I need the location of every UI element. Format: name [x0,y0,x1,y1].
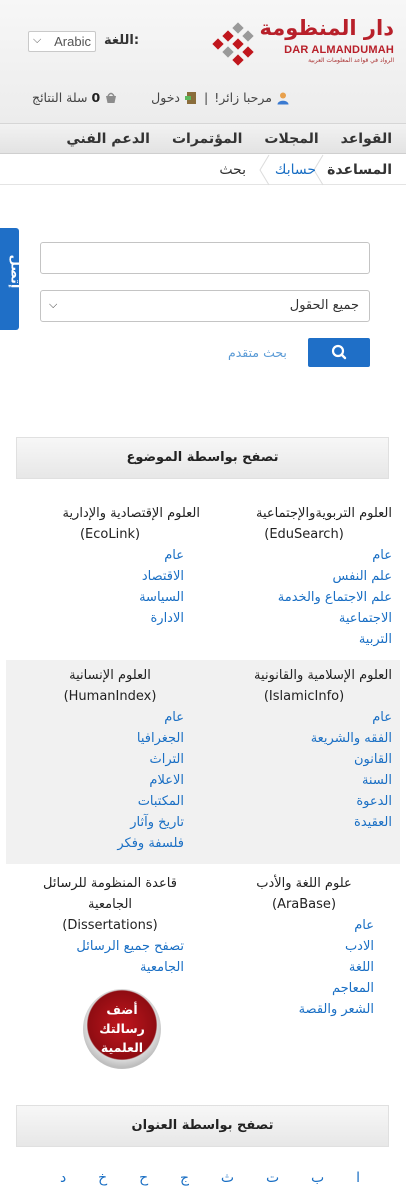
category-islamicinfo [216,665,392,833]
category-link[interactable]: التربية [358,632,392,647]
category-edusearch [216,503,392,650]
category-link[interactable]: تاريخ وآثار [130,815,184,830]
letter-link[interactable]: ب [311,1170,325,1186]
badge-line: رسالتك [99,1021,145,1036]
language-label: اللغة: [104,33,140,48]
letter-link[interactable]: خ [98,1170,108,1186]
language-select-value: Arabic [54,34,91,49]
search-field-select-value: جميع الحقول [289,298,359,313]
site-logo[interactable] [212,16,394,66]
nav-item-journals[interactable]: المجلات [264,130,319,147]
letter-link[interactable]: ث [220,1170,235,1186]
category-link[interactable]: تصفح جميع الرسائل [76,939,184,954]
site-header [0,0,406,124]
letter-link[interactable]: ج [180,1170,190,1186]
category-link[interactable]: الاجتماعية [338,611,392,626]
badge-line: أضف [106,1002,138,1017]
breadcrumb-help[interactable]: المساعدة [327,162,392,178]
category-title: العلوم التربويةوالإجتماعية [255,506,392,521]
category-link[interactable]: السنة [361,773,392,788]
logo-tagline: الرواد في قواعد المعلومات العربية [308,57,394,64]
search-input[interactable] [40,242,370,274]
nav-item-databases[interactable]: القواعد [340,130,392,147]
category-link[interactable]: فلسفة وفكر [117,836,184,851]
category-code: (IslamicInfo) [263,689,345,704]
user-icon [276,91,290,105]
category-link[interactable]: الدعوة [356,794,392,809]
category-link[interactable]: المعاجم [331,981,374,996]
category-title: العلوم الإسلامية والقانونية [254,668,392,683]
category-link[interactable]: عام [164,710,184,725]
category-title: العلوم الإنسانية [69,668,151,683]
user-bar [151,90,290,105]
category-link[interactable]: اللغة [348,960,374,975]
alphabet-index [60,1170,360,1186]
chevron-down-icon: ⌵ [33,34,42,46]
letter-link[interactable]: ا [356,1170,360,1186]
chevron-down-icon: ⌵ [49,298,58,311]
login-icon [184,91,198,105]
nav-item-conferences[interactable]: المؤتمرات [171,130,243,147]
cart-count: 0 [91,90,101,105]
contact-side-tab[interactable] [0,228,23,330]
add-your-thesis-badge[interactable] [83,989,161,1069]
category-row [6,868,400,1098]
category-link[interactable]: الاعلام [149,773,184,788]
category-arabase [216,873,392,1020]
category-code: (Dissertations) [62,918,158,933]
category-link[interactable]: العقيدة [354,815,392,830]
category-link[interactable]: المكتبات [137,794,184,809]
breadcrumb-search: بحث [219,162,246,178]
contact-side-tab-label: إتصل [7,254,23,289]
category-title: علوم اللغة والأدب [256,876,352,891]
category-code: (EduSearch) [264,527,344,542]
category-link[interactable]: الادب [344,939,374,954]
category-link[interactable]: الاقتصاد [141,569,184,584]
category-humanindex [20,665,200,854]
category-link[interactable]: الشعر والقصة [298,1002,374,1017]
category-title: قاعدة المنظومة للرسائل [43,876,177,891]
welcome-text: مرحبا زائر! [214,90,272,105]
category-link[interactable]: علم الاجتماع والخدمة [277,590,392,605]
breadcrumb [0,155,406,185]
category-link[interactable]: السياسة [139,590,184,605]
category-link[interactable]: الفقه والشريعة [310,731,392,746]
login-link[interactable]: دخول [151,90,180,105]
category-link[interactable]: التراث [149,752,184,767]
category-link[interactable]: الجغرافيا [136,731,184,746]
search-field-select[interactable] [40,290,370,322]
cart-bar[interactable] [32,90,118,105]
search-button[interactable] [308,338,370,367]
category-link[interactable]: علم النفس [332,569,392,584]
category-title: العلوم الإقتصادية والإدارية [62,506,200,521]
category-title: الجامعية [87,897,133,912]
logo-english-text: DAR ALMANDUMAH [284,44,394,56]
category-code: (EcoLink) [79,527,141,542]
badge-line: العلمية [100,1040,144,1055]
logo-arabic-text: دار المنظومة [259,16,394,40]
category-code: (AraBase) [271,897,337,912]
search-icon [308,338,370,367]
browse-by-title-header: تصفح بواسطة العنوان [16,1105,389,1147]
category-code: (HumanIndex) [63,689,157,704]
category-link[interactable]: عام [354,918,374,933]
cart-icon [104,91,118,105]
category-link[interactable]: القانون [354,752,392,767]
category-row [6,500,400,656]
breadcrumb-account[interactable]: حسابك [274,162,316,178]
breadcrumb-separator-icon [258,155,270,185]
letter-link[interactable]: ت [265,1170,280,1186]
category-link[interactable]: عام [372,548,392,563]
letter-link[interactable]: ح [139,1170,149,1186]
category-dissertations [20,873,200,978]
language-select[interactable] [28,31,96,52]
browse-by-subject-header: تصفح بواسطة الموضوع [16,437,389,479]
category-ecolink [20,503,200,629]
category-link[interactable]: الادارة [150,611,184,626]
cart-label: سلة النتائج [32,90,88,105]
category-row [6,660,400,864]
category-link[interactable]: الجامعية [139,960,184,975]
header-separator: | [204,90,209,105]
letter-link[interactable]: د [60,1170,67,1186]
category-link[interactable]: عام [372,710,392,725]
advanced-search-link[interactable]: بحث متقدم [228,345,287,360]
logo-diamonds-icon [212,28,262,62]
category-link[interactable]: عام [164,548,184,563]
main-nav [0,124,406,154]
nav-item-support[interactable]: الدعم الفني [66,130,150,147]
